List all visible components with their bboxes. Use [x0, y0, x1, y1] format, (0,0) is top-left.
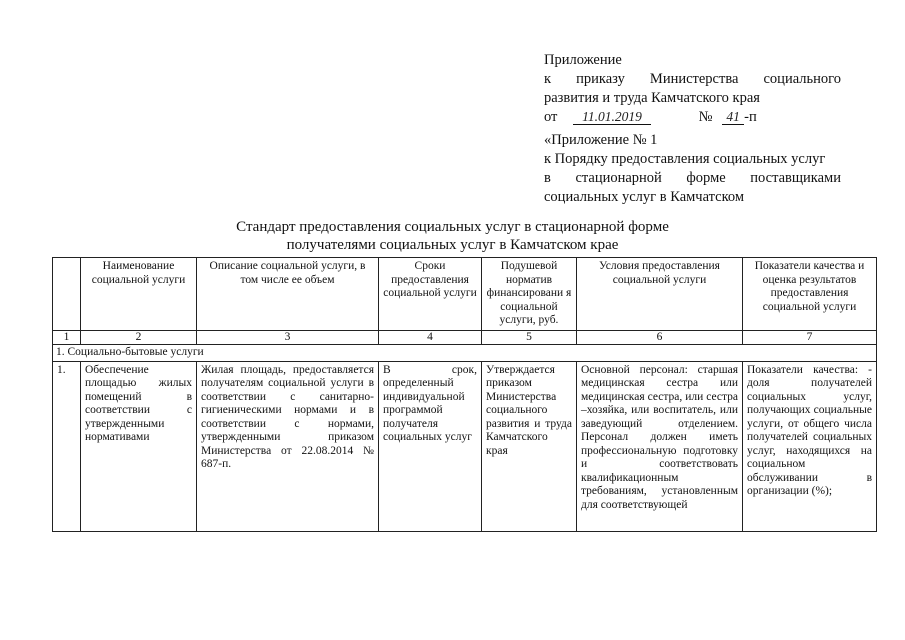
word: стационарной [575, 170, 662, 186]
header-cell-terms: Сроки предоставления социальной услуги [379, 258, 482, 331]
column-number: 7 [743, 330, 877, 345]
number-suffix: -п [744, 109, 757, 125]
column-number: 6 [577, 330, 743, 345]
header-cell-norm: Подушевой норматив финансировани я социальной услуги, руб. [482, 258, 577, 331]
word: в [544, 170, 551, 186]
handwritten-number: 41 [722, 110, 744, 125]
header-cell-name: Наименование социальной услуги [81, 258, 197, 331]
service-terms: В срок, определенный индивидуальной программой получателя социальных услуг [379, 361, 482, 531]
appendix-line-2: развития и труда Камчатского края [544, 90, 760, 106]
document-title [180, 218, 725, 254]
service-norm: Утверждается приказом Министерства социального развития и труда Камчатского края [482, 361, 577, 531]
prior-appendix-line-1: к Порядку предоставления социальных услуг [544, 151, 826, 167]
word: приказу [576, 71, 625, 87]
appendix-line-1 [544, 70, 841, 89]
column-number: 4 [379, 330, 482, 345]
appendix-block [544, 51, 841, 127]
header-cell-description: Описание социальной услуги, в том числе ее объем [197, 258, 379, 331]
header-cell-indicators: Показатели качества и оценка результатов предоставления социальной услуги [743, 258, 877, 331]
standards-table [52, 257, 877, 532]
title-line-2: получателями социальных услуг в Камчатском крае [286, 237, 619, 253]
column-number: 5 [482, 330, 577, 345]
service-description: Жилая площадь, предоставляется получателям социальной услуги в соответствии с санитарно-гигиеническими нормами и в соответствии с нормами, утвержденными приказом Министерства от 22.08.2014 № 687-п. [197, 361, 379, 531]
column-number: 2 [81, 330, 197, 345]
word: Министерства [649, 71, 739, 87]
prior-appendix-block [544, 131, 841, 207]
prior-appendix-title: «Приложение № 1 [544, 132, 658, 148]
row-number: 1. [53, 361, 81, 531]
service-indicators: Показатели качества: - доля получателей социальных услуг, получающих социальные услуги, от общего числа получателей социальных услуг, находящихся на социальном обслуживании в организации (%); [743, 361, 877, 531]
column-number-row [53, 330, 877, 345]
prior-appendix-line-3: социальных услуг в Камчатском [544, 189, 745, 205]
header-cell-conditions: Условия предоставления социальной услуги [577, 258, 743, 331]
number-sign: № [698, 109, 713, 125]
word: социального [763, 71, 841, 87]
prior-appendix-line-2 [544, 169, 841, 188]
date-prefix: от [544, 109, 558, 125]
appendix-title: Приложение [544, 52, 622, 68]
column-number: 3 [197, 330, 379, 345]
word: поставщиками [750, 170, 841, 186]
header-cell-num [53, 258, 81, 331]
title-line-1: Стандарт предоставления социальных услуг в стационарной форме [236, 219, 669, 235]
column-number: 1 [53, 330, 81, 345]
service-conditions: Основной персонал: старшая медицинская сестра или медицинская сестра, или сестра –хозяйка, или воспитатель, или заведующий отделением. Персонал должен иметь профессиональную подготовку и соответствовать квалификационным требованиям, установленным для соответствующей [577, 361, 743, 531]
header-row [53, 258, 877, 331]
appendix-date-line [544, 108, 841, 127]
section-title: 1. Социально-бытовые услуги [53, 345, 877, 362]
word: к [544, 71, 552, 87]
section-row [53, 345, 877, 362]
word: форме [686, 170, 726, 186]
handwritten-date: 11.01.2019 [573, 110, 651, 125]
table-row [53, 361, 877, 531]
service-name: Обеспечение площадью жилых помещений в соответствии с утвержденными нормативами [81, 361, 197, 531]
